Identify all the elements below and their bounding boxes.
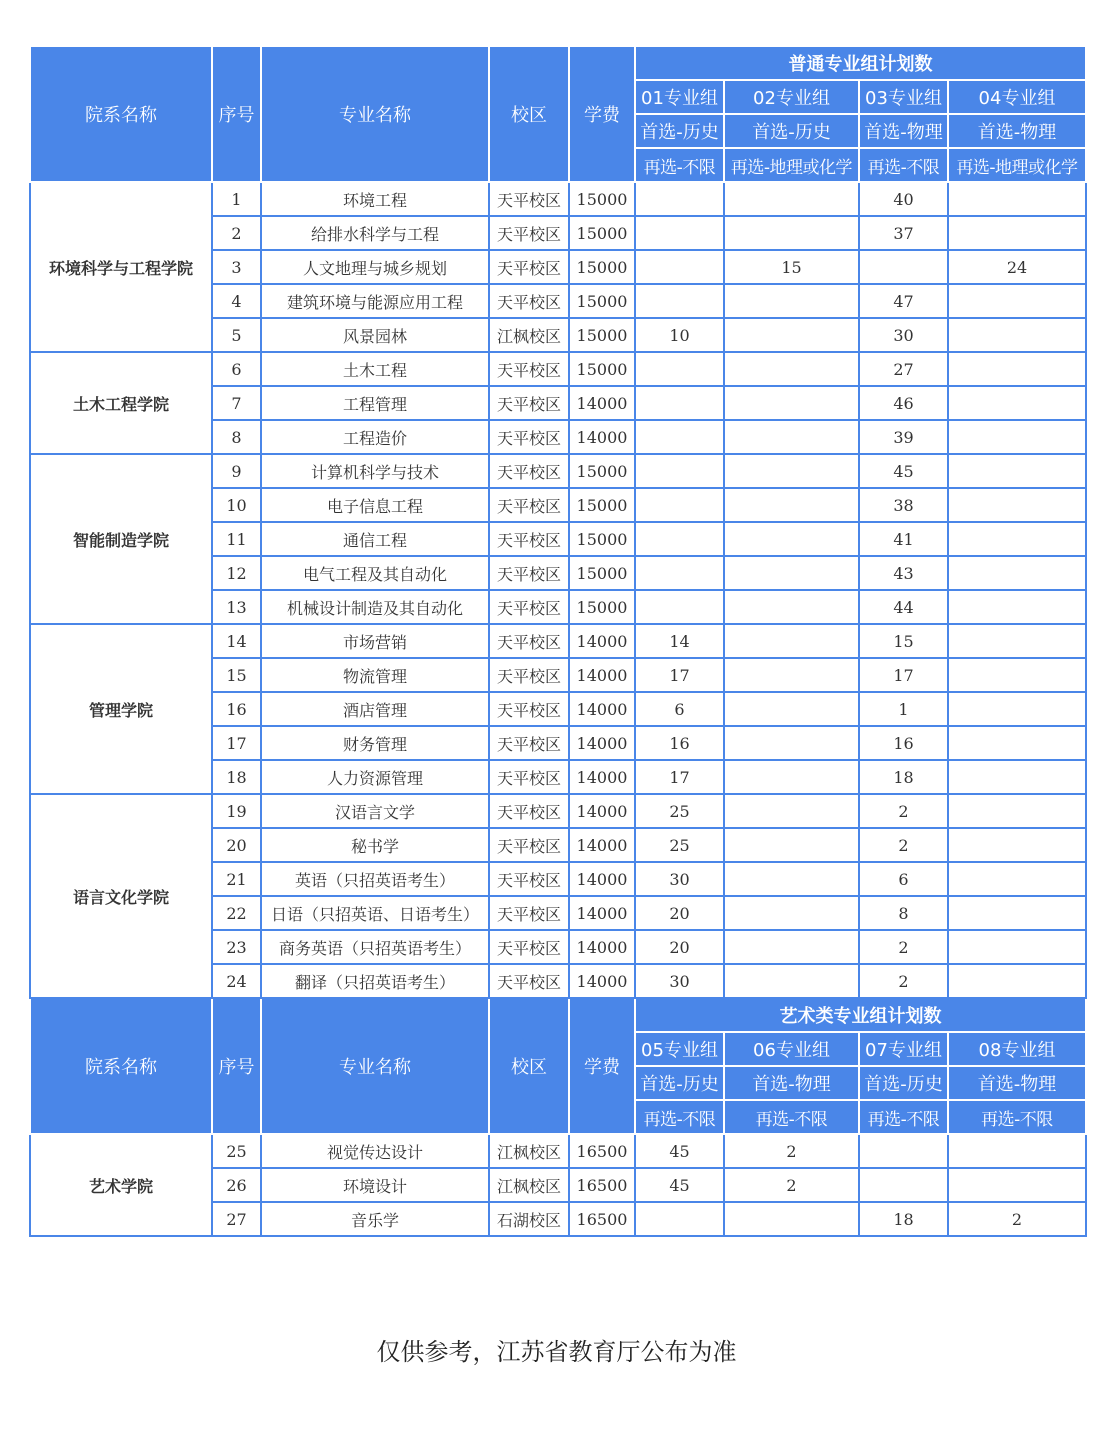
plan-count (724, 488, 859, 522)
plan-count: 38 (859, 488, 948, 522)
plan-count (948, 862, 1086, 896)
plan-count (948, 964, 1086, 998)
plan-count (724, 828, 859, 862)
plan-count (724, 658, 859, 692)
plan-count (635, 182, 724, 216)
plan-count (724, 352, 859, 386)
row-number: 11 (212, 522, 261, 556)
plan-count (724, 964, 859, 998)
header-first-choice: 首选-历史 (859, 1066, 948, 1100)
row-number: 12 (212, 556, 261, 590)
row-number: 26 (212, 1168, 261, 1202)
tuition-fee: 15000 (569, 522, 635, 556)
plan-count: 2 (724, 1168, 859, 1202)
row-number: 1 (212, 182, 261, 216)
header-second-choice: 再选-不限 (635, 148, 724, 182)
row-number: 4 (212, 284, 261, 318)
plan-count (724, 522, 859, 556)
major-name: 工程管理 (261, 386, 489, 420)
plan-count (948, 590, 1086, 624)
major-name: 物流管理 (261, 658, 489, 692)
header-major: 专业名称 (261, 46, 489, 182)
plan-count (724, 590, 859, 624)
header-second-choice: 再选-不限 (635, 1100, 724, 1134)
plan-count (724, 318, 859, 352)
major-name: 汉语言文学 (261, 794, 489, 828)
header-group-title: 艺术类专业组计划数 (635, 998, 1086, 1032)
plan-count: 20 (635, 930, 724, 964)
campus: 天平校区 (489, 760, 569, 794)
tuition-fee: 15000 (569, 352, 635, 386)
header-college: 院系名称 (30, 998, 212, 1134)
plan-count (948, 216, 1086, 250)
plan-count: 24 (948, 250, 1086, 284)
plan-count: 30 (635, 964, 724, 998)
row-number: 3 (212, 250, 261, 284)
plan-count: 6 (635, 692, 724, 726)
plan-count (948, 726, 1086, 760)
plan-count: 2 (724, 1134, 859, 1168)
row-number: 27 (212, 1202, 261, 1236)
plan-count (948, 760, 1086, 794)
plan-count (948, 1134, 1086, 1168)
campus: 江枫校区 (489, 1168, 569, 1202)
table-row (30, 794, 1086, 828)
plan-count: 10 (635, 318, 724, 352)
plan-count (948, 488, 1086, 522)
plan-count: 45 (635, 1134, 724, 1168)
major-name: 风景园林 (261, 318, 489, 352)
tuition-fee: 14000 (569, 794, 635, 828)
plan-count: 2 (859, 930, 948, 964)
row-number: 2 (212, 216, 261, 250)
plan-count (635, 386, 724, 420)
table-row (30, 352, 1086, 386)
major-name: 酒店管理 (261, 692, 489, 726)
header-first-choice: 首选-物理 (948, 114, 1086, 148)
plan-count (724, 930, 859, 964)
plan-count: 18 (859, 760, 948, 794)
header-group-title: 普通专业组计划数 (635, 46, 1086, 80)
row-number: 20 (212, 828, 261, 862)
plan-count: 1 (859, 692, 948, 726)
plan-count: 15 (724, 250, 859, 284)
plan-count (635, 488, 724, 522)
plan-count (948, 386, 1086, 420)
plan-count (859, 1168, 948, 1202)
row-number: 21 (212, 862, 261, 896)
row-number: 15 (212, 658, 261, 692)
major-name: 电子信息工程 (261, 488, 489, 522)
plan-count (724, 182, 859, 216)
major-name: 商务英语（只招英语考生） (261, 930, 489, 964)
major-name: 音乐学 (261, 1202, 489, 1236)
header-major: 专业名称 (261, 998, 489, 1134)
header-second-choice: 再选-不限 (948, 1100, 1086, 1134)
plan-count (724, 624, 859, 658)
tuition-fee: 14000 (569, 420, 635, 454)
plan-count: 30 (859, 318, 948, 352)
header-second-choice: 再选-不限 (859, 148, 948, 182)
plan-count: 44 (859, 590, 948, 624)
plan-count (635, 352, 724, 386)
row-number: 7 (212, 386, 261, 420)
plan-count (635, 590, 724, 624)
plan-count: 46 (859, 386, 948, 420)
row-number: 8 (212, 420, 261, 454)
tuition-fee: 16500 (569, 1168, 635, 1202)
plan-count: 17 (635, 658, 724, 692)
plan-count (724, 284, 859, 318)
header-college: 院系名称 (30, 46, 212, 182)
row-number: 13 (212, 590, 261, 624)
campus: 天平校区 (489, 352, 569, 386)
plan-count: 39 (859, 420, 948, 454)
plan-count: 18 (859, 1202, 948, 1236)
header-group-name: 07专业组 (859, 1032, 948, 1066)
table-row (30, 182, 1086, 216)
plan-count (948, 658, 1086, 692)
plan-count (948, 556, 1086, 590)
college-name: 环境科学与工程学院 (30, 182, 212, 352)
header-second-choice: 再选-地理或化学 (724, 148, 859, 182)
campus: 天平校区 (489, 692, 569, 726)
tuition-fee: 14000 (569, 828, 635, 862)
plan-count: 17 (635, 760, 724, 794)
plan-count: 45 (635, 1168, 724, 1202)
plan-count (724, 1202, 859, 1236)
campus: 天平校区 (489, 182, 569, 216)
tuition-fee: 14000 (569, 658, 635, 692)
major-name: 土木工程 (261, 352, 489, 386)
plan-count: 30 (635, 862, 724, 896)
plan-count (635, 556, 724, 590)
plan-count (948, 692, 1086, 726)
header-campus: 校区 (489, 998, 569, 1134)
plan-count: 2 (859, 794, 948, 828)
header-group-name: 03专业组 (859, 80, 948, 114)
row-number: 10 (212, 488, 261, 522)
campus: 天平校区 (489, 658, 569, 692)
plan-count (635, 284, 724, 318)
plan-count (635, 454, 724, 488)
tuition-fee: 14000 (569, 964, 635, 998)
college-name: 土木工程学院 (30, 352, 212, 454)
campus: 天平校区 (489, 454, 569, 488)
tuition-fee: 15000 (569, 182, 635, 216)
header-group-name: 06专业组 (724, 1032, 859, 1066)
plan-count (859, 1134, 948, 1168)
plan-count (724, 386, 859, 420)
plan-count (724, 454, 859, 488)
plan-count (724, 726, 859, 760)
plan-count (948, 794, 1086, 828)
header-group-name: 08专业组 (948, 1032, 1086, 1066)
header-group-name: 04专业组 (948, 80, 1086, 114)
major-name: 翻译（只招英语考生） (261, 964, 489, 998)
major-name: 财务管理 (261, 726, 489, 760)
plan-count (635, 250, 724, 284)
major-name: 人力资源管理 (261, 760, 489, 794)
plan-count (948, 454, 1086, 488)
tuition-fee: 14000 (569, 692, 635, 726)
campus: 天平校区 (489, 420, 569, 454)
header-fee: 学费 (569, 46, 635, 182)
plan-count (724, 556, 859, 590)
campus: 天平校区 (489, 522, 569, 556)
campus: 天平校区 (489, 896, 569, 930)
tuition-fee: 15000 (569, 250, 635, 284)
tuition-fee: 15000 (569, 284, 635, 318)
campus: 天平校区 (489, 930, 569, 964)
tuition-fee: 15000 (569, 454, 635, 488)
major-name: 建筑环境与能源应用工程 (261, 284, 489, 318)
college-name: 艺术学院 (30, 1134, 212, 1236)
major-name: 电气工程及其自动化 (261, 556, 489, 590)
tuition-fee: 16500 (569, 1134, 635, 1168)
major-name: 秘书学 (261, 828, 489, 862)
header-group-name: 05专业组 (635, 1032, 724, 1066)
tuition-fee: 14000 (569, 896, 635, 930)
header-no: 序号 (212, 998, 261, 1134)
plan-count: 2 (859, 828, 948, 862)
campus: 天平校区 (489, 964, 569, 998)
header-fee: 学费 (569, 998, 635, 1134)
plan-count (635, 420, 724, 454)
campus: 天平校区 (489, 386, 569, 420)
row-number: 24 (212, 964, 261, 998)
enrollment-plan-table (29, 45, 1087, 1237)
header-first-choice: 首选-历史 (635, 1066, 724, 1100)
row-number: 14 (212, 624, 261, 658)
plan-count: 40 (859, 182, 948, 216)
college-name: 智能制造学院 (30, 454, 212, 624)
header-row (30, 46, 1086, 80)
row-number: 17 (212, 726, 261, 760)
header-second-choice: 再选-不限 (724, 1100, 859, 1134)
major-name: 环境工程 (261, 182, 489, 216)
plan-count: 20 (635, 896, 724, 930)
campus: 天平校区 (489, 488, 569, 522)
plan-count (948, 624, 1086, 658)
row-number: 25 (212, 1134, 261, 1168)
row-number: 19 (212, 794, 261, 828)
row-number: 18 (212, 760, 261, 794)
header-first-choice: 首选-物理 (948, 1066, 1086, 1100)
tuition-fee: 14000 (569, 624, 635, 658)
plan-count (948, 930, 1086, 964)
tuition-fee: 15000 (569, 488, 635, 522)
plan-count (635, 1202, 724, 1236)
major-name: 给排水科学与工程 (261, 216, 489, 250)
plan-count (948, 352, 1086, 386)
campus: 天平校区 (489, 862, 569, 896)
major-name: 通信工程 (261, 522, 489, 556)
plan-count: 25 (635, 828, 724, 862)
header-campus: 校区 (489, 46, 569, 182)
tuition-fee: 15000 (569, 590, 635, 624)
campus: 天平校区 (489, 624, 569, 658)
table-row (30, 624, 1086, 658)
college-name: 语言文化学院 (30, 794, 212, 998)
plan-count (724, 896, 859, 930)
campus: 江枫校区 (489, 318, 569, 352)
plan-count: 16 (635, 726, 724, 760)
plan-count: 6 (859, 862, 948, 896)
plan-count: 17 (859, 658, 948, 692)
tuition-fee: 15000 (569, 556, 635, 590)
plan-count (948, 522, 1086, 556)
campus: 天平校区 (489, 794, 569, 828)
campus: 天平校区 (489, 284, 569, 318)
plan-count (948, 420, 1086, 454)
row-number: 9 (212, 454, 261, 488)
tuition-fee: 16500 (569, 1202, 635, 1236)
table-row (30, 454, 1086, 488)
header-first-choice: 首选-物理 (859, 114, 948, 148)
tuition-fee: 15000 (569, 318, 635, 352)
campus: 石湖校区 (489, 1202, 569, 1236)
major-name: 环境设计 (261, 1168, 489, 1202)
major-name: 计算机科学与技术 (261, 454, 489, 488)
tuition-fee: 14000 (569, 862, 635, 896)
plan-count (948, 182, 1086, 216)
row-number: 6 (212, 352, 261, 386)
tuition-fee: 14000 (569, 930, 635, 964)
plan-count: 37 (859, 216, 948, 250)
plan-count (724, 760, 859, 794)
plan-count (948, 896, 1086, 930)
plan-count (724, 794, 859, 828)
header-row (30, 998, 1086, 1032)
plan-count (635, 522, 724, 556)
header-second-choice: 再选-地理或化学 (948, 148, 1086, 182)
college-name: 管理学院 (30, 624, 212, 794)
major-name: 视觉传达设计 (261, 1134, 489, 1168)
tuition-fee: 14000 (569, 760, 635, 794)
plan-count (724, 216, 859, 250)
row-number: 23 (212, 930, 261, 964)
plan-count (859, 250, 948, 284)
major-name: 工程造价 (261, 420, 489, 454)
enrollment-plan-table-wrapper (29, 45, 1085, 1237)
header-second-choice: 再选-不限 (859, 1100, 948, 1134)
plan-count (948, 1168, 1086, 1202)
tuition-fee: 15000 (569, 216, 635, 250)
campus: 天平校区 (489, 590, 569, 624)
plan-count: 2 (859, 964, 948, 998)
plan-count (724, 420, 859, 454)
header-group-name: 02专业组 (724, 80, 859, 114)
table-row (30, 1134, 1086, 1168)
plan-count: 41 (859, 522, 948, 556)
campus: 天平校区 (489, 216, 569, 250)
row-number: 16 (212, 692, 261, 726)
tuition-fee: 14000 (569, 726, 635, 760)
tuition-fee: 14000 (569, 386, 635, 420)
plan-count: 43 (859, 556, 948, 590)
plan-count (948, 318, 1086, 352)
plan-count: 27 (859, 352, 948, 386)
campus: 天平校区 (489, 726, 569, 760)
campus: 天平校区 (489, 556, 569, 590)
plan-count: 14 (635, 624, 724, 658)
plan-count: 8 (859, 896, 948, 930)
plan-count: 47 (859, 284, 948, 318)
major-name: 人文地理与城乡规划 (261, 250, 489, 284)
header-no: 序号 (212, 46, 261, 182)
plan-count (948, 284, 1086, 318)
header-first-choice: 首选-历史 (724, 114, 859, 148)
row-number: 22 (212, 896, 261, 930)
plan-count (635, 216, 724, 250)
plan-count: 15 (859, 624, 948, 658)
plan-count: 16 (859, 726, 948, 760)
plan-count: 45 (859, 454, 948, 488)
plan-count: 2 (948, 1202, 1086, 1236)
header-first-choice: 首选-历史 (635, 114, 724, 148)
plan-count (724, 862, 859, 896)
major-name: 日语（只招英语、日语考生） (261, 896, 489, 930)
plan-count (724, 692, 859, 726)
major-name: 机械设计制造及其自动化 (261, 590, 489, 624)
header-group-name: 01专业组 (635, 80, 724, 114)
plan-count: 25 (635, 794, 724, 828)
plan-count (948, 828, 1086, 862)
campus: 江枫校区 (489, 1134, 569, 1168)
footnote: 仅供参考，江苏省教育厅公布为准 (376, 1338, 737, 1366)
row-number: 5 (212, 318, 261, 352)
major-name: 英语（只招英语考生） (261, 862, 489, 896)
campus: 天平校区 (489, 250, 569, 284)
campus: 天平校区 (489, 828, 569, 862)
major-name: 市场营销 (261, 624, 489, 658)
header-first-choice: 首选-物理 (724, 1066, 859, 1100)
